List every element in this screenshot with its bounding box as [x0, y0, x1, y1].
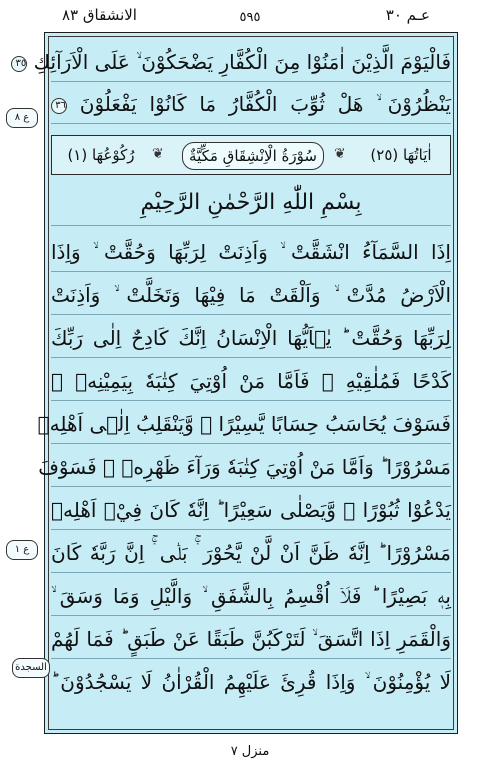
- text-line: مَسْرُوْرًا ؕ اِنَّهٗ ظَنَّ اَنْ لَّنْ يَّحُوْرَ ۛۚ بَلٰۤى ۛۚ اِنَّ رَبَّهٗ كَانَ: [51, 534, 451, 573]
- manzil-footer: منزل ٧: [230, 744, 270, 759]
- ruku-marker: ع ١: [6, 540, 38, 560]
- ayah-marker: ٣٦: [51, 98, 67, 114]
- ruku-count: رُكُوْعُهَا (١): [67, 146, 135, 164]
- page-number: ٥٩٥: [239, 10, 261, 25]
- bismillah: بِسْمِ اللّٰهِ الرَّحْمٰنِ الرَّحِيْمِ: [51, 181, 451, 226]
- line-text: يَنْظُرُوْنَ ۙ هَلْ ثُوِّبَ الْكُفَّارُ مَا كَانُوْا يَفْعَلُوْنَ: [79, 92, 451, 116]
- sajdah-marker: السجدة: [12, 658, 50, 678]
- line-text: فَالْيَوْمَ الَّذِيْنَ اٰمَنُوْا مِنَ الْكُفَّارِ يَضْحَكُوْنَ ۙ عَلَى الْاَرَآئِكِ: [33, 50, 451, 74]
- text-line: لَا يُؤْمِنُوْنَ ۙ وَاِذَا قُرِئَ عَلَيْهِمُ الْقُرْاٰنُ لَا يَسْجُدُوْنَ ؕ: [51, 670, 451, 694]
- ornament-icon: ❦: [152, 146, 164, 162]
- text-line: اِذَا السَّمَآءُ انْشَقَّتْ ۙ وَاَذِنَتْ لِرَبِّهَا وَحُقَّتْ ۙ وَاِذَا: [51, 233, 451, 272]
- surah-header-band: [51, 135, 451, 175]
- text-line: يَدْعُوْا ثُبُوْرًا ۙ وَّيَصْلٰى سَعِيْرًا ؕ اِنَّهٗ كَانَ فِيْۤ اَهْلِهٖ: [51, 491, 451, 530]
- text-line: وَالْقَمَرِ اِذَا اتَّسَقَ ۙ لَتَرْكَبُنَّ طَبَقًا عَنْ طَبَقٍ ؕ فَمَا لَهُمْ: [51, 620, 451, 659]
- text-line: بِهٖ بَصِيْرًا ؕ فَلَاۤ اُقْسِمُ بِالشَّفَقِ ۙ وَالَّيْلِ وَمَا وَسَقَ ۙ: [51, 577, 451, 616]
- text-line: [51, 85, 451, 124]
- ornament-icon: ❦: [334, 146, 346, 162]
- surah-label: الانشقاق ٨٣: [62, 6, 137, 24]
- text-line: فَسَوْفَ يُحَاسَبُ حِسَابًا يَّسِيْرًا ۙ وَّيَنْقَلِبُ اِلٰۤى اَهْلِهٖ: [51, 405, 451, 444]
- page-header: [0, 0, 500, 34]
- ayah-marker: ٣٥: [11, 56, 27, 72]
- text-line: الْاَرْضُ مُدَّتْ ۙ وَاَلْقَتْ مَا فِيْهَا وَتَخَلَّتْ ۙ وَاَذِنَتْ: [51, 276, 451, 315]
- text-line: مَسْرُوْرًا ؕ وَاَمَّا مَنْ اُوْتِيَ كِتٰبَهٗ وَرَآءَ ظَهْرِهٖ ۙ فَسَوْفَ: [51, 448, 451, 487]
- text-line: [15, 43, 451, 82]
- text-line: كَدْحًا فَمُلٰقِيْهِ ۚ فَاَمَّا مَنْ اُوْتِيَ كِتٰبَهٗ بِيَمِيْنِهٖ ۙ: [51, 362, 451, 401]
- ayat-count: اٰيَاتُهَا (٢٥): [370, 146, 432, 164]
- ruku-marker: ع ٨: [6, 108, 38, 128]
- text-line: لِرَبِّهَا وَحُقَّتْ ؕ يٰۤاَيُّهَا الْاِنْسَانُ اِنَّكَ كَادِحٌ اِلٰى رَبِّكَ: [51, 319, 451, 358]
- juz-label: عـم ٣٠: [385, 6, 430, 24]
- surah-name: سُوْرَةُ الْاِنْشِقَاقِ مَكِّيَّةٌ: [182, 142, 324, 170]
